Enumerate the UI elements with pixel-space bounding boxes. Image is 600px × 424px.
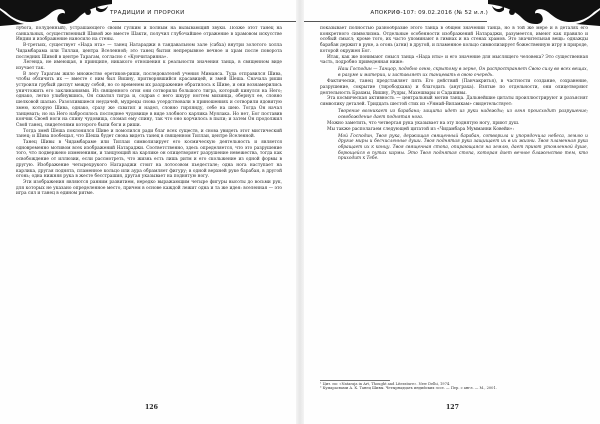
corner-ornament-icon	[0, 0, 112, 26]
header-rule	[304, 21, 487, 22]
paragraph: Эта космическая активность — центральный мотив танца. Дальнейшие цитаты проиллюстрируют и разъяснят символику деталей. Тридцать шестой стих из «Унмай-Виламкам» свидетельствует:	[320, 96, 588, 108]
paragraph: В-третьих, существует «Нада нта» — танец Натараджи в тандавальном зале (сабха) внутри золотого холла Чидамбарама или Тиллаи, центра Вселенной; это танец бытия непрерывное вечное и храм после поворота последних Шивой в центре Тарагам, согласно с «Кунчитарияна».	[16, 43, 282, 60]
paragraph: Фактически, танец представляет пять Его действий (Панчакритья), в частности создание, сохранение, разрушение, сокрытие (тирободхана) и благодать (ануграха). Взятые по отдельности, они олицетворяют деятельность Брахмы, Вишну, Рудры, Махешвары и Садашивы.	[320, 79, 588, 96]
page-number: 127	[446, 404, 459, 411]
footnote: ¹ Цит. по: «Nataraja in Art, Thought and Literature». New Delhi, 1974.	[320, 382, 451, 386]
paragraph: Танец Шивы в Чидамбараме или Тиллаи символизирует его космическую деятельность и является одновременно мотивом всех изображений Натараджи. Соответственно, здесь определяется, что это разрушение того, что подвержено изменениям, и танцующий на карлике он олицетворяет разрушение невежества, тогда как освобождение от иллюзии, если рассмотреть, что жизнь есть лишь ритм и его скольжение из одной формы в другую. Изображение четырехрукого Натараджи стоит на лотосовом пьедестале; одна нога наступает на карлика, другая поднята, пламенное кольцо или аура обрамляет фигуру; в одной верхней руке барабан, в другой огонь; одна нижняя рука в жесте бесстрашия, другая указывает на поднятую ногу.	[16, 140, 282, 180]
body-text	[320, 26, 588, 378]
paragraph: Легенда, не имеющая, в принципе, никакого отношения к реальности значения танца, в священном виде изучает так.	[16, 60, 282, 71]
book-gutter	[296, 0, 304, 424]
running-head: ТРАДИЦИИ И ПРОРОКИ	[110, 10, 185, 16]
footnote: ² Кумарасвами А. К. Танец Шивы. Четырнадцать индийских эссе. — Пер. с англ. — М., 2001.	[320, 386, 497, 391]
footnote-rule	[320, 380, 390, 381]
paragraph: Эти изображения являются ранним развитием, нередко выражающим четыре фигуры высоты до восьми рук, для которых не указано определенное место, причем в основе каждой лежит одна и та же идея: вселенная — это игра сил и танец в едином ритме.	[16, 179, 282, 197]
paragraph: лубога, полуденный), устрашающего своим гулким и полным на вызывающий звуки. Позже этот танец на санкальных, осуществленный Шивой же вместе Шакти, получил глубочайшее отражение в храмовом искусстве Индии и изображение наносило на стены.	[16, 26, 282, 43]
page-number: 126	[145, 404, 158, 411]
footnotes	[320, 382, 588, 398]
paragraph: Тогда змей Шеша поклонился Шиве и помолился ради благ всех существ, и снова увидеть этот мистический танец; и Шива пообещал, что Шеша будет снова видеть танец в священном Тиллаи, центре Вселенной.	[16, 128, 282, 140]
quoted-verse: Наш Господин — Танцор, подобно огню, скрытому в зерне, Он распространяет Свою силу во всех вещах, в разуме и материи, и заставляет их танцевать в свою очередь.	[338, 66, 588, 78]
paragraph: Можно заметить, что четвертая рука указывает на эту поднятую ногу, приют душ.	[327, 121, 520, 127]
paragraph: показывает полностью разнообразие этого танца в общем значении танца, но в той же мере и в деталях его конкретного символизма. Отдельные особенности изображений Натараджи, разумеется, имеют как правило и особый смысл; кроме того, их часто упоминают в гимнах и на стенах храмов. Это значительная вещь: однажды барабан держит в руке, а огонь (агни) в другой, и пламенное кольцо символизирует божественную игру в природе, которой окружен Бог.	[320, 26, 588, 54]
paragraph: В лесу Тарагам жило множество еретиков-риши, последователей учения Миманса. Туда отправился Шива, чтобы обличить их — вместе с ним был Вишну, притворявшийся красавицей, и змей Шеша. Сначала риши устроили грубый диспут между собой, но со временем их раздражение обратилось к Шиве, и они вознамерились уничтожить его заклинаниями. Из священного огня они сотворили большого тигра, который кинулся на Него; однако, легко улыбнувшись, Он схватил тигра и, содрав с него шкуру ногтем мизинца, обернул ее, словно шелковой шалью. Разозлившиеся неудачей, мудрецы снова усердствовали в приношениях и сотворили ядовитую змею, которую Шива, однако, сразу же схватил и надел, словно гирлянду, себе на шею. Тогда Он начал танцевать; но на Него набросилось последнее чудовище в виде злобного карлика Муялака. Но нет, Бог поставив кончик Своей ноги на спину чудовища, сломал ему спину, так что оно корчилось в пыли; и затем Он продолжил Свой танец, свидетелями которого были боги и риши.	[16, 71, 282, 128]
paragraph: Итак, как же понимают смысл танца «Нада нты» и его значение для мыслящего человека? Это существенная часть, подробно приведенная ниже:	[320, 54, 588, 66]
paragraph: Мы также располагаем следующей цитатой из «Чидамбара Мумманни Ковейи»:	[327, 126, 514, 132]
quoted-verse: Творение возникает из барабана; защита идет из руки надежды; из огня происходит разрушение; освобождение дает поднятая нога.	[338, 108, 588, 120]
body-text	[16, 26, 282, 384]
right-page	[304, 0, 600, 424]
header-rule	[112, 21, 296, 22]
corner-ornament-icon	[488, 0, 600, 26]
running-head: АПОКРИФ-107: 09.02.2016 (№ 52 и.л.)	[370, 10, 488, 16]
left-page	[0, 0, 296, 424]
quoted-verse: Мой Господин, Твоя рука, держащая священный барабан, сотворила и упорядочила небеса, землю и другие миры и бесчисленные души. Твоя поднятая рука защищает их в их жизни. Твоя пламенная рука обращает их к концу. Твоя священная стопа, опирающаяся на землю, дает приют утомленной душе, борющейся в путах кармы. Это Твоя поднятая стопа, которая дает вечное блаженство тем, кто приходит к Тебе.	[338, 133, 588, 162]
